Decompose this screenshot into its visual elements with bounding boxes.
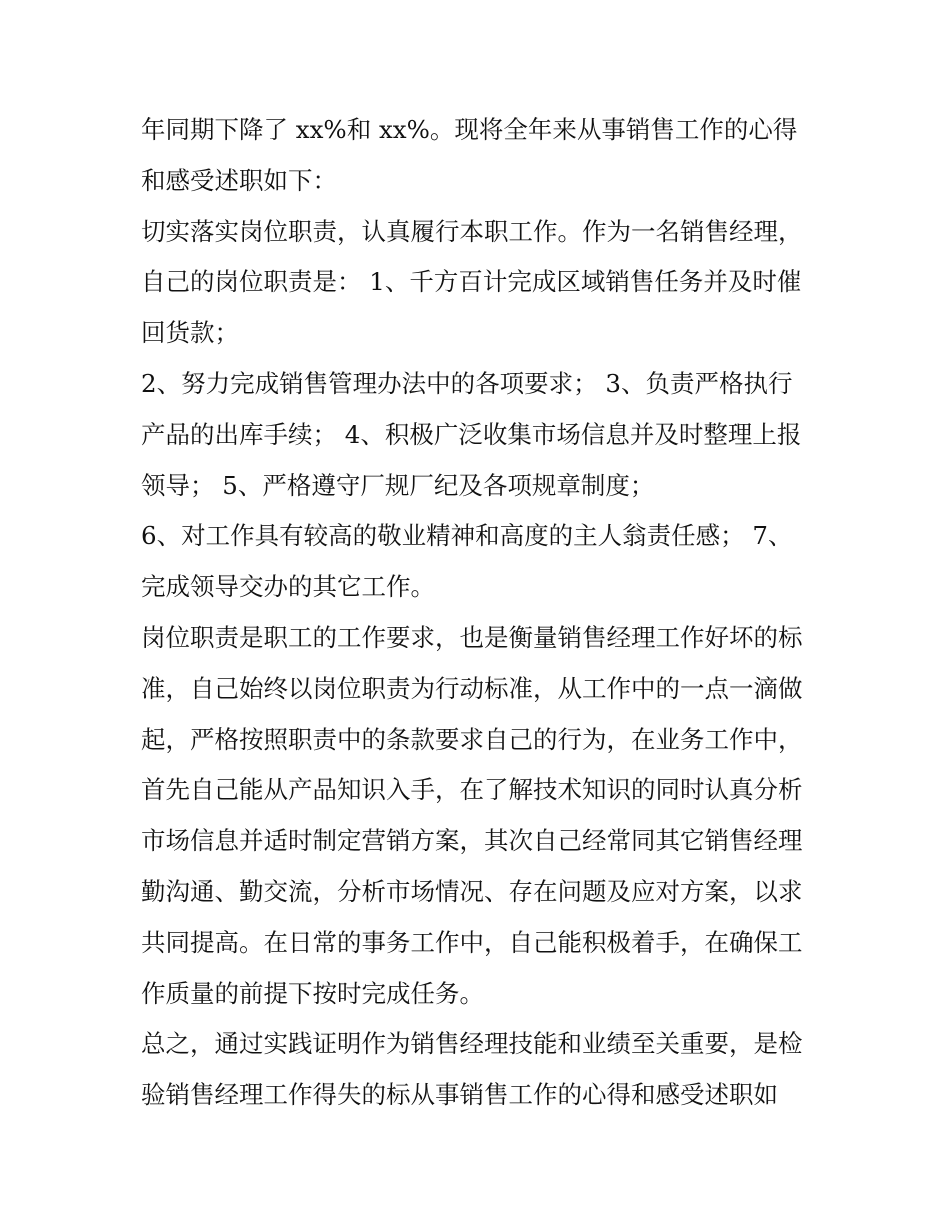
text-line: 完成领导交办的其它工作。 bbox=[141, 572, 435, 602]
text-line: 岗位职责是职工的工作要求，也是衡量销售经理工作好坏的标 bbox=[141, 622, 803, 652]
text-line: 2、努力完成销售管理办法中的各项要求； 3、负责严格执行 bbox=[141, 368, 793, 398]
text-line: 勤沟通、勤交流，分析市场情况、存在问题及应对方案，以求 bbox=[141, 876, 803, 906]
text-line: 产品的出库手续； 4、积极广泛收集市场信息并及时整理上报 bbox=[141, 419, 802, 449]
text-line: 起，严格按照职责中的条款要求自己的行为，在业务工作中， bbox=[141, 724, 803, 754]
text-line: 准，自己始终以岗位职责为行动标准，从工作中的一点一滴做 bbox=[141, 673, 803, 703]
text-line: 总之，通过实践证明作为销售经理技能和业绩至关重要，是检 bbox=[141, 1029, 803, 1059]
text-line: 自己的岗位职责是： 1、千方百计完成区域销售任务并及时催 bbox=[141, 267, 802, 297]
text-line: 切实落实岗位职责，认真履行本职工作。作为一名销售经理， bbox=[141, 216, 803, 246]
text-line: 年同期下降了 xx%和 xx%。现将全年来从事销售工作的心得 bbox=[141, 115, 798, 144]
text-line: 市场信息并适时制定营销方案，其次自己经常同其它销售经理 bbox=[141, 826, 803, 856]
text-line: 和感受述职如下： bbox=[141, 165, 337, 195]
text-line: 回货款； bbox=[141, 318, 239, 348]
text-line: 领导； 5、严格遵守厂规厂纪及各项规章制度； bbox=[141, 470, 655, 500]
text-line: 6、对工作具有较高的敬业精神和高度的主人翁责任感； 7、 bbox=[141, 521, 793, 551]
text-line: 验销售经理工作得失的标从事销售工作的心得和感受述职如 bbox=[141, 1080, 778, 1110]
text-line: 作质量的前提下按时完成任务。 bbox=[141, 978, 484, 1008]
text-line: 共同提高。在日常的事务工作中，自己能积极着手，在确保工 bbox=[141, 927, 803, 957]
text-line: 首先自己能从产品知识入手，在了解技术知识的同时认真分析 bbox=[141, 775, 803, 805]
document-body bbox=[141, 105, 821, 1121]
